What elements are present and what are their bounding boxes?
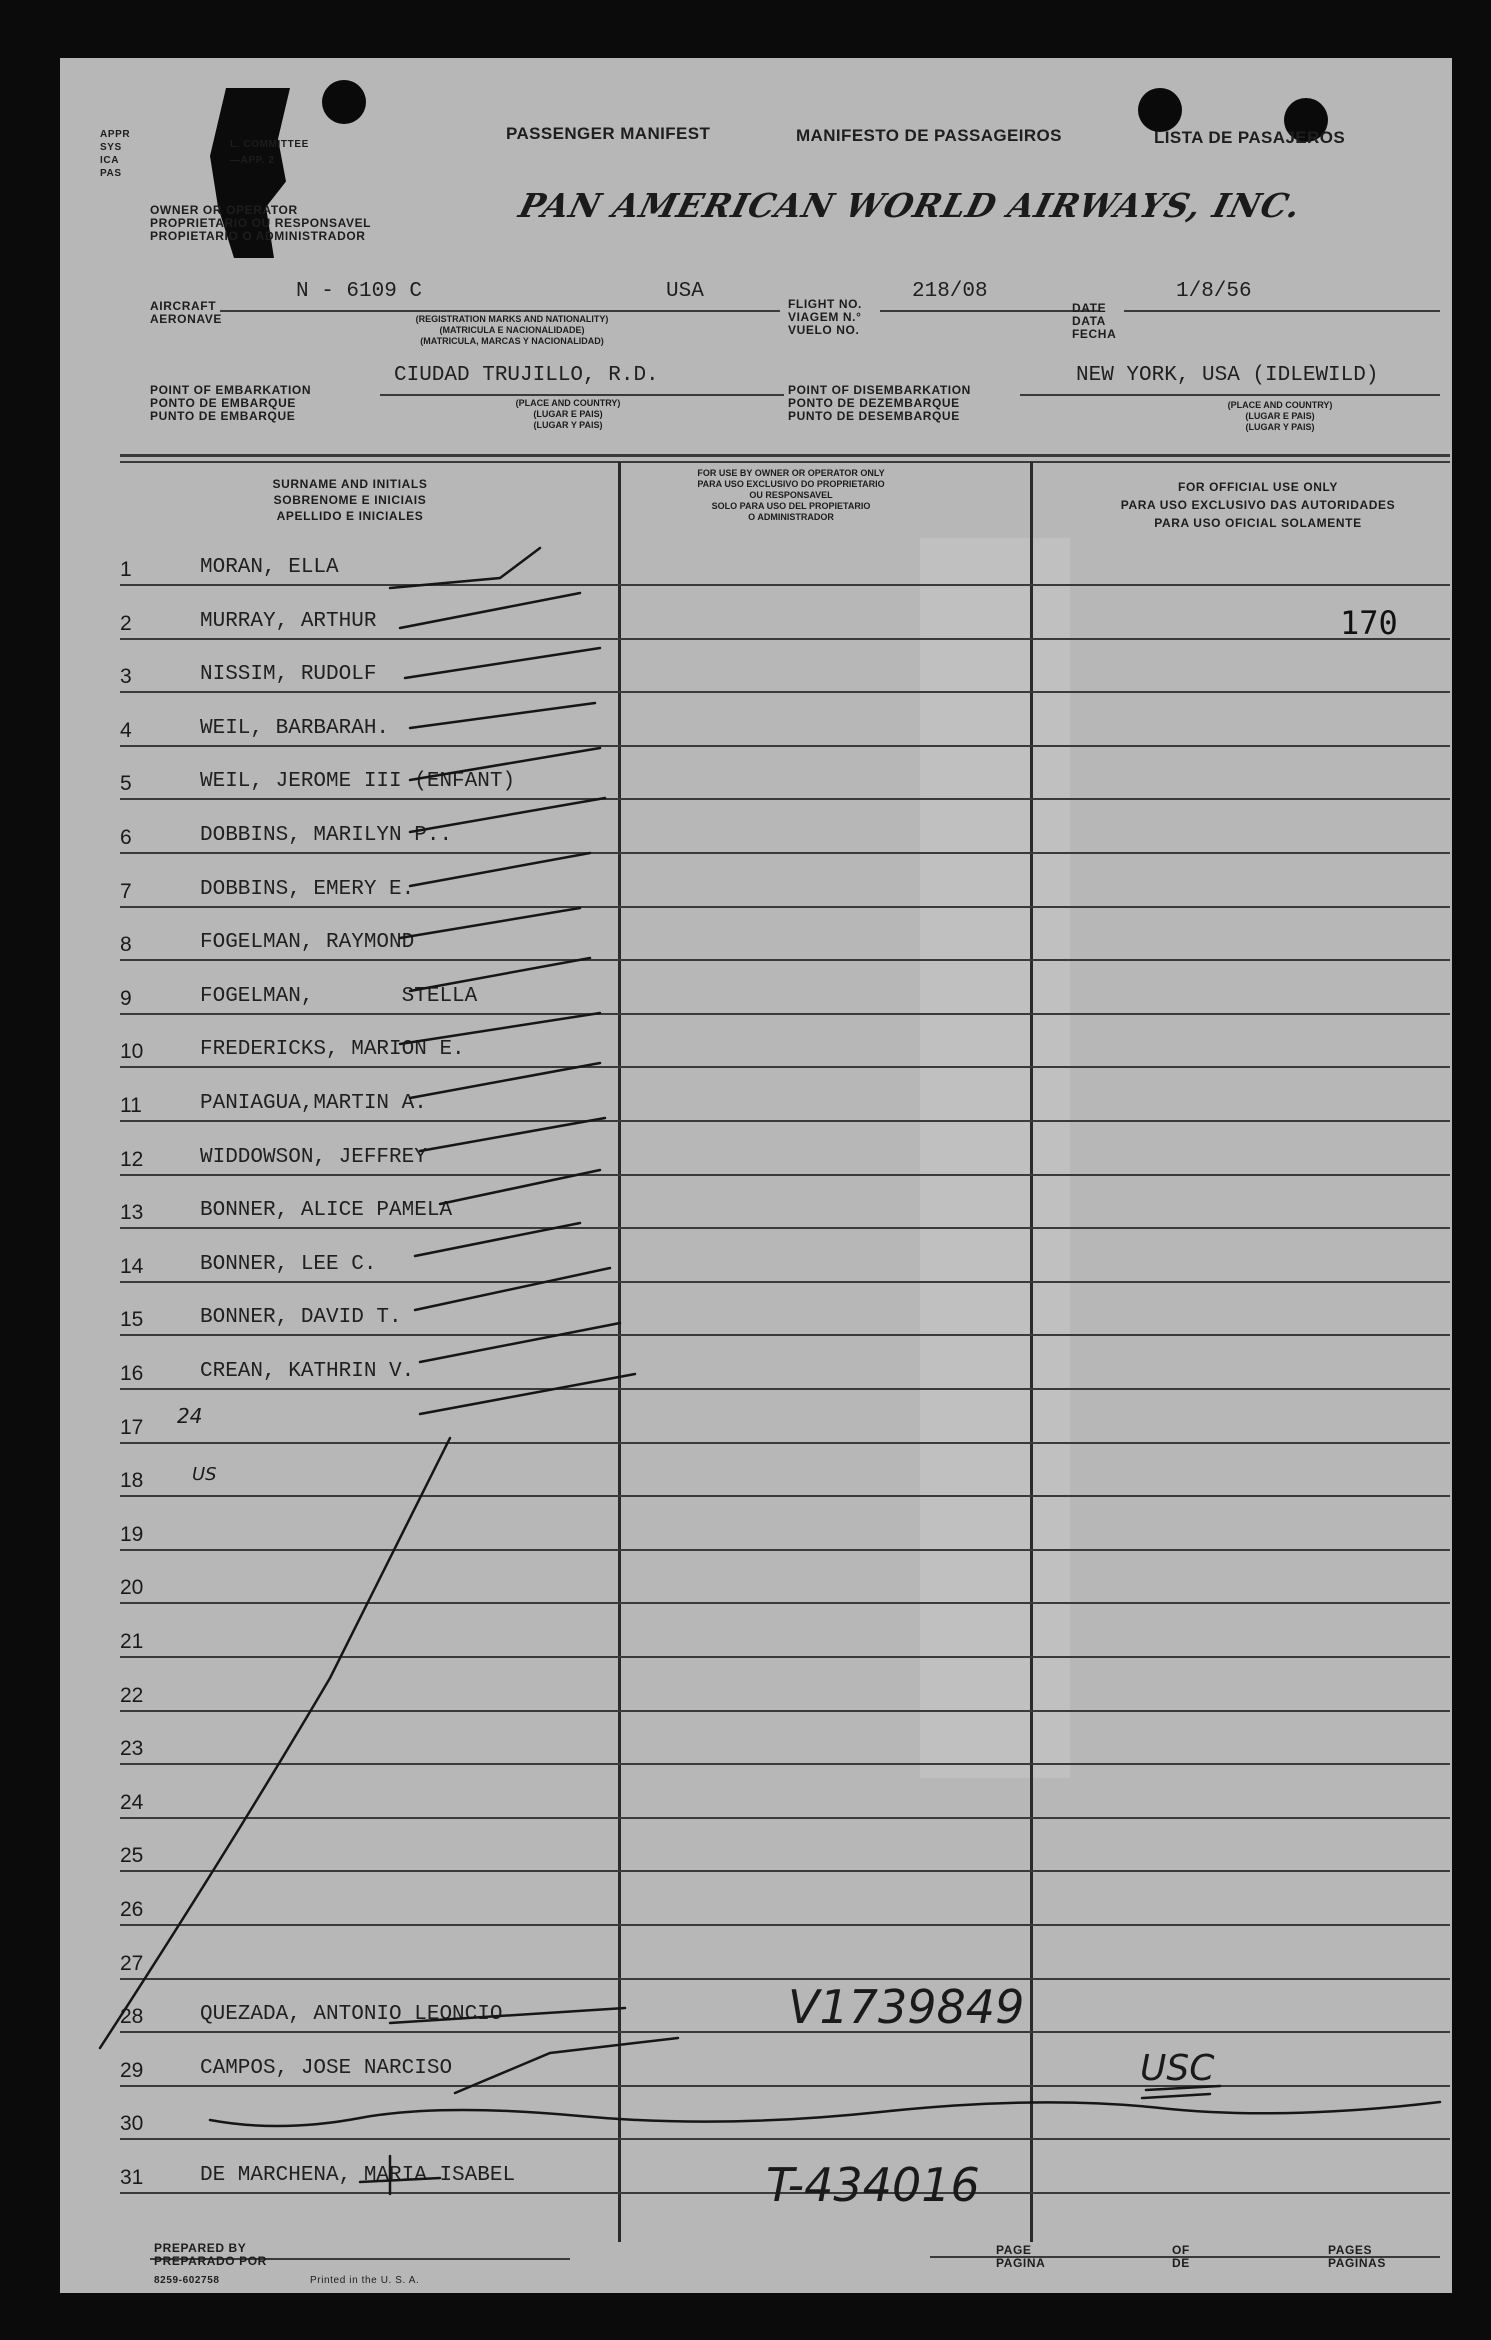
owner-label: OWNER OR OPERATOR PROPRIETARIO OU RESPONSAVEL PROPIETARIO O ADMINISTRADOR [150,203,372,243]
passenger-name: WEIL, JEROME III (ENFANT) [200,770,516,793]
row-number: 5 [120,772,132,795]
printed-note: Printed in the U. S. A. [310,2275,420,2286]
page-label: PAGE PAGINA [996,2243,1046,2270]
handwritten-marks [60,58,1452,2293]
title-spanish: LISTA DE PASAJEROS [1154,128,1346,147]
checkmark [415,1223,580,1256]
checkmark [420,1118,605,1151]
ticket-number-31: T-434016 [766,2158,980,2212]
row-number: 31 [120,2166,144,2189]
form-number: 8259-602758 [154,2275,220,2286]
passenger-name: DOBBINS, EMERY E. [200,878,415,901]
row-number: 18 [120,1469,144,1492]
checkmark [410,703,595,728]
row-number: 22 [120,1684,144,1707]
checkmark [455,2038,678,2093]
aircraft-value: N - 6109 C [296,280,423,303]
passenger-name: MORAN, ELLA [200,556,339,579]
passenger-name: FOGELMAN, RAYMOND [200,931,415,954]
dash-mark [360,2178,440,2182]
passenger-name: CAMPOS, JOSE NARCISO [200,2057,453,2080]
date-label: DATE DATA FECHA [1072,301,1117,341]
checkmark [405,648,600,678]
row-number: 28 [120,2005,144,2028]
checkmark [420,1323,620,1362]
row-number: 29 [120,2059,144,2082]
row-number: 13 [120,1201,144,1224]
row-number: 2 [120,612,132,635]
flight-label: FLIGHT NO. VIAGEM N.° VUELO NO. [788,297,862,337]
passenger-name: WEIL, BARBARAH. [200,717,390,740]
checkmark [410,1063,600,1098]
passenger-name: DOBBINS, MARILYN P.. [200,824,453,847]
passenger-name: PANIAGUA,MARTIN A. [200,1092,427,1115]
official-annotation: 170 [1340,604,1398,642]
row18-mark: US [192,1464,217,1485]
checkmark [415,1268,610,1310]
row-number: 16 [120,1362,144,1385]
checkmark [410,798,605,832]
row-number: 23 [120,1737,144,1760]
disembark-label: POINT OF DISEMBARKATION PONTO DE DEZEMBARQUE PUNTO DE DESEMBARQUE [788,383,971,423]
app-text: —APP. 2 [230,155,275,166]
of-label: OF DE [1172,2243,1190,2270]
row-number: 21 [120,1630,144,1653]
nationality-value: USA [666,280,704,303]
row-number: 4 [120,719,132,742]
visa-number-28: V1739849 [788,1980,1025,2034]
passenger-name: FREDERICKS, MARION E. [200,1038,465,1061]
checkmark [400,908,580,938]
pages-label: PAGES PAGINAS [1328,2243,1386,2270]
checkmark [410,853,590,886]
checkmark [410,748,600,780]
col-header-official: FOR OFFICIAL USE ONLY PARA USO EXCLUSIVO DAS AUTORIDADES PARA USO OFICIAL SOLAMENTE [1120,480,1396,530]
airline-name: PAN AMERICAN WORLD AIRWAYS, INC. [515,186,1306,225]
row-number: 24 [120,1791,144,1814]
disembark-place-caption: (PLACE AND COUNTRY) (LUGAR E PAIS) (LUGAR Y PAIS) [1227,400,1333,432]
row-number: 6 [120,826,132,849]
prepared-by: PREPARED BY PREPARADO POR [154,2241,267,2268]
row-number: 9 [120,987,132,1010]
passenger-name: CREAN, KATHRIN V. [200,1360,415,1383]
wavy-strike [210,2102,1440,2126]
passenger-name: FOGELMAN, STELLA [200,985,478,1008]
col-header-names: SURNAME AND INITIALS SOBRENOME E INICIAIS APELLIDO E INICIALES [272,477,428,523]
row17-mark: 24 [177,1404,203,1428]
passenger-name: MURRAY, ARTHUR [200,610,377,633]
passenger-name: WIDDOWSON, JEFFREY [200,1146,427,1169]
checkmark [390,2008,625,2023]
row-number: 11 [120,1094,142,1117]
embark-value: CIUDAD TRUJILLO, R.D. [394,364,659,387]
date-value: 1/8/56 [1176,280,1252,303]
checkmark [400,593,580,628]
title-english: PASSENGER MANIFEST [506,124,711,143]
row-number: 20 [120,1576,144,1599]
initials-29: USC [1140,2048,1215,2089]
passenger-name: DE MARCHENA, MARIA ISABEL [200,2164,516,2187]
flight-value: 218/08 [912,280,988,303]
registration-caption: (REGISTRATION MARKS AND NATIONALITY) (MATRICULA E NACIONALIDADE) (MATRICULA, MARCAS Y NACIONALIDAD) [415,314,609,346]
row-number: 3 [120,665,132,688]
row-number: 19 [120,1523,144,1546]
row-number: 7 [120,880,132,903]
passenger-name: BONNER, LEE C. [200,1253,377,1276]
underline-stroke [1142,2094,1210,2098]
passenger-name: BONNER, DAVID T. [200,1306,402,1329]
approval-stub: APPR SYS ICA PAS [100,129,131,179]
aircraft-label: AIRCRAFT AERONAVE [150,299,222,326]
checkmark [400,1013,600,1044]
row-number: 8 [120,933,132,956]
embark-place-caption: (PLACE AND COUNTRY) (LUGAR E PAIS) (LUGAR Y PAIS) [515,398,621,430]
checkmark [390,548,540,588]
strike-line [100,1438,450,2048]
row-number: 27 [120,1952,144,1975]
row-number: 1 [120,558,132,581]
title-portuguese: MANIFESTO DE PASSAGEIROS [796,126,1062,145]
col-header-owner: FOR USE BY OWNER OR OPERATOR ONLY PARA USO EXCLUSIVO DO PROPRIETARIO OU RESPONSAVEL SOLO PARA USO DEL PROPIETARIO O ADMINISTRADOR [697,468,885,522]
checkmark [420,1374,635,1414]
row-number: 17 [120,1416,144,1439]
row-number: 15 [120,1308,144,1331]
row-number: 25 [120,1844,144,1867]
committee-text: L. COMMITTEE [230,139,309,150]
row-number: 10 [120,1040,144,1063]
row-number: 12 [120,1148,144,1171]
manifest-sheet [60,58,1452,2293]
disembark-value: NEW YORK, USA (IDLEWILD) [1076,364,1379,387]
row-number: 14 [120,1255,144,1278]
row-number: 26 [120,1898,144,1921]
underline-stroke [1146,2086,1220,2090]
passenger-name: QUEZADA, ANTONIO LEONCIO [200,2003,503,2026]
row-number: 30 [120,2112,144,2135]
passenger-name: NISSIM, RUDOLF [200,663,377,686]
embark-label: POINT OF EMBARKATION PONTO DE EMBARQUE PUNTO DE EMBARQUE [150,383,312,423]
passenger-name: BONNER, ALICE PAMELA [200,1199,453,1222]
checkmark [410,958,590,991]
checkmark [440,1170,600,1204]
